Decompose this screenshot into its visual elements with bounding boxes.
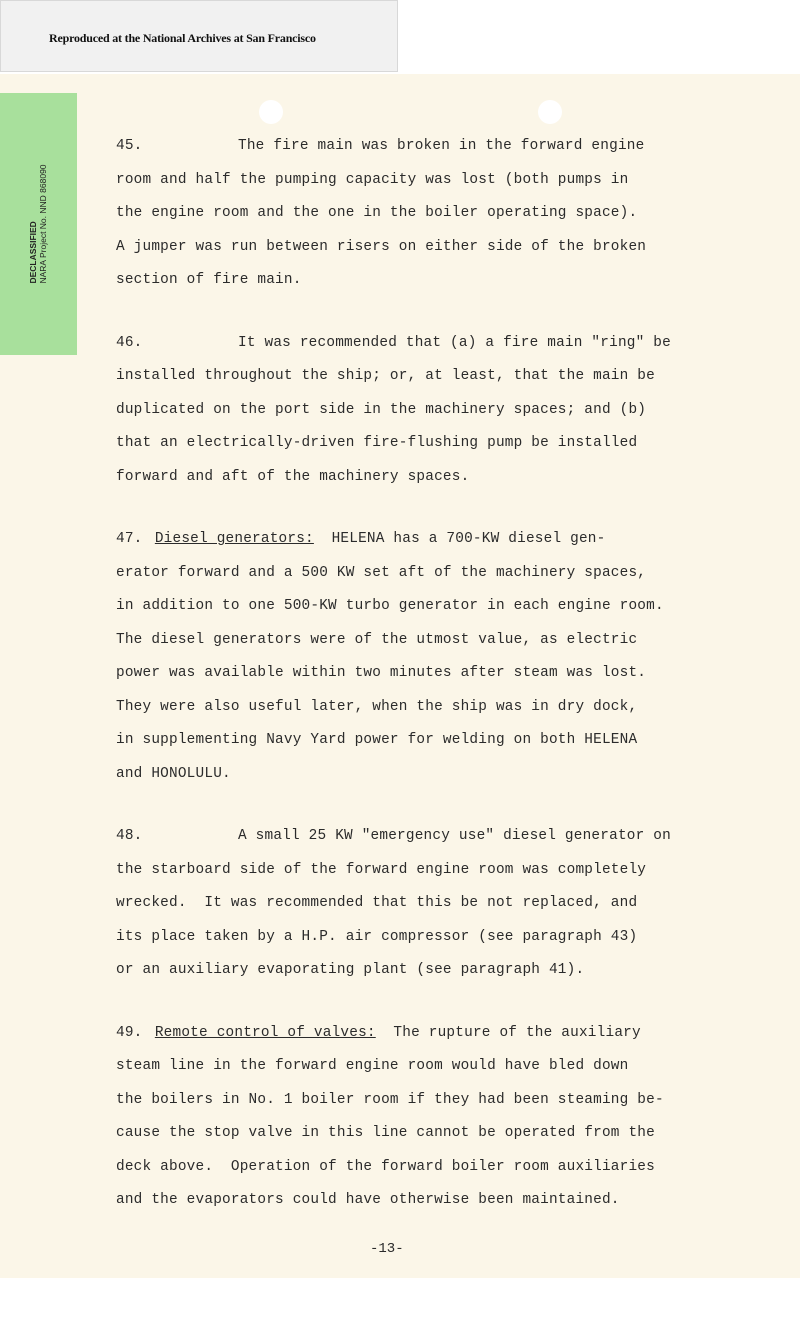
paragraph-line: and HONOLULU. — [116, 765, 231, 782]
paragraph-line: wrecked. It was recommended that this be not replaced, and — [116, 895, 638, 911]
paragraph-line: in supplementing Navy Yard power for welding on both HELENA — [116, 732, 638, 748]
paragraph-text: It was recommended that (a) a fire main "ring" be — [238, 334, 671, 351]
declassified-label: DECLASSIFIED — [28, 221, 38, 284]
paragraph-heading: Remote control of valves: — [154, 1024, 376, 1041]
paragraph-text: A small 25 KW "emergency use" diesel generator on — [238, 828, 671, 844]
page-number: -13- — [370, 1241, 404, 1257]
paragraph-48 — [116, 820, 756, 988]
paragraph-text: HELENA has a 700-KW diesel gen- — [331, 531, 606, 547]
paragraph-line: A jumper was run between risers on either side of the broken — [116, 238, 647, 255]
paragraph-heading: Diesel generators: — [154, 531, 314, 547]
paragraph-line: The diesel generators were of the utmost value, as electric — [116, 631, 638, 648]
document-body — [116, 130, 756, 1247]
paragraph-line: deck above. Operation of the forward boiler room auxiliaries — [116, 1158, 655, 1175]
paragraph-number: 49. — [116, 1024, 143, 1041]
archive-label-text: Reproduced at the National Archives at San Francisco — [49, 31, 316, 45]
declassification-stamp — [0, 93, 77, 355]
paragraph-line: the engine room and the one in the boiler operating space). — [116, 205, 638, 221]
archive-label — [0, 0, 398, 72]
declassification-text — [28, 164, 48, 283]
nara-project-label: NARA Project No. NND 868090 — [38, 164, 48, 284]
paragraph-49 — [116, 1017, 756, 1218]
paragraph-line: the starboard side of the forward engine room was completely — [116, 861, 647, 878]
paragraph-line: that an electrically-driven fire-flushing pump be installed — [116, 435, 638, 451]
paragraph-line: installed throughout the ship; or, at least, that the main be — [116, 368, 655, 384]
paragraph-number: 48. — [116, 828, 143, 844]
paragraph-line: power was available within two minutes after steam was lost. — [116, 665, 647, 681]
paragraph-47 — [116, 523, 756, 791]
paragraph-line: duplicated on the port side in the machinery spaces; and (b) — [116, 401, 647, 418]
paragraph-line: erator forward and a 500 KW set aft of the machinery spaces, — [116, 564, 647, 581]
paragraph-first-line — [116, 327, 756, 361]
paragraph-line: its place taken by a H.P. air compressor (see paragraph 43) — [116, 928, 638, 945]
paragraph-45 — [116, 130, 756, 298]
punch-hole-left — [259, 100, 283, 124]
paragraph-number: 47. — [116, 531, 143, 547]
paragraph-line: They were also useful later, when the ship was in dry dock, — [116, 698, 638, 715]
paragraph-line: the boilers in No. 1 boiler room if they had been steaming be- — [116, 1091, 664, 1108]
paragraph-line: section of fire main. — [116, 272, 302, 288]
paragraph-first-line — [116, 820, 756, 854]
paragraph-text: The rupture of the auxiliary — [393, 1024, 641, 1041]
paragraph-first-line — [116, 523, 756, 557]
paragraph-line: room and half the pumping capacity was lost (both pumps in — [116, 171, 629, 188]
paragraph-text: The fire main was broken in the forward engine — [238, 138, 645, 154]
paragraph-line: or an auxiliary evaporating plant (see paragraph 41). — [116, 962, 585, 978]
paragraph-number: 46. — [116, 334, 143, 351]
paragraph-line: in addition to one 500-KW turbo generator in each engine room. — [116, 598, 664, 614]
paragraph-line: cause the stop valve in this line cannot be operated from the — [116, 1125, 655, 1141]
punch-hole-right — [538, 100, 562, 124]
paragraph-number: 45. — [116, 138, 143, 154]
paragraph-46 — [116, 327, 756, 495]
paragraph-line: steam line in the forward engine room would have bled down — [116, 1058, 629, 1074]
paragraph-first-line — [116, 1017, 756, 1051]
paragraph-line: and the evaporators could have otherwise been maintained. — [116, 1192, 620, 1208]
paragraph-first-line — [116, 130, 756, 164]
paragraph-line: forward and aft of the machinery spaces. — [116, 468, 470, 485]
